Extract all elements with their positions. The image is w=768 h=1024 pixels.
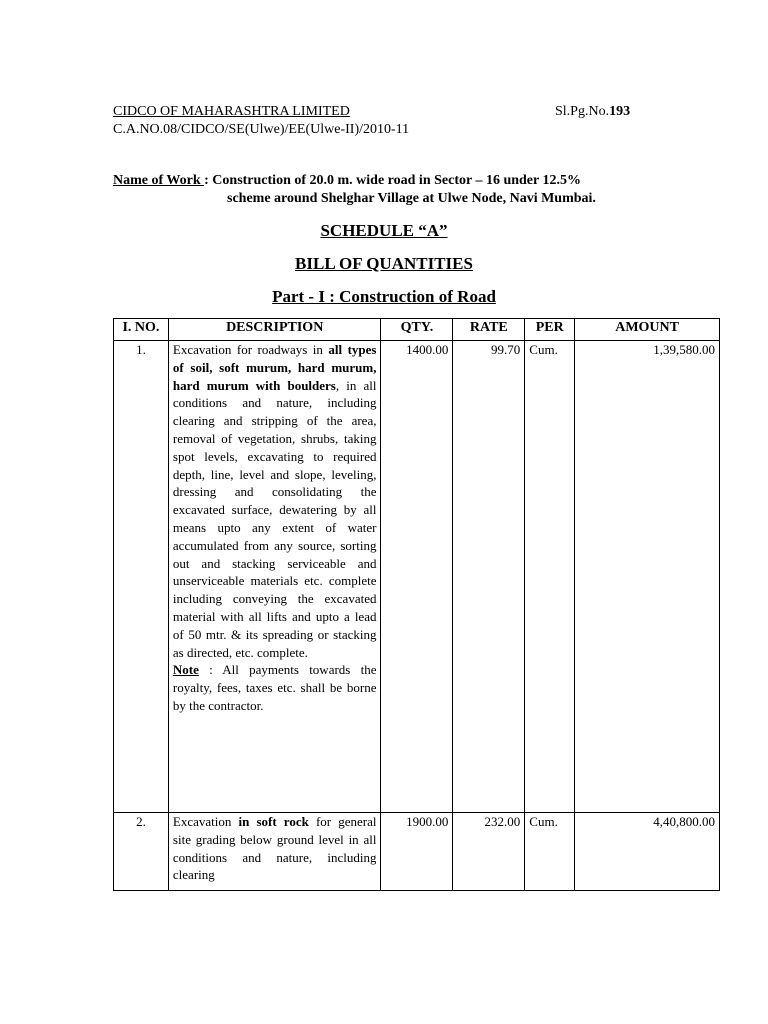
name-of-work-colon: :	[204, 173, 209, 188]
contract-number: C.A.NO.08/CIDCO/SE(Ulwe)/EE(Ulwe-II)/2010-11	[113, 122, 410, 137]
description-bold-text: in soft rock	[238, 814, 309, 829]
description-text: Excavation for roadways in	[172, 342, 329, 357]
item-description	[168, 813, 381, 891]
item-description	[168, 341, 381, 813]
note-text: : All payments towards the royalty, fees, taxes etc. shall be borne by the contractor.	[172, 662, 377, 713]
page-number	[555, 103, 630, 121]
item-number: 1.	[114, 341, 169, 813]
page-number-value: 193	[609, 104, 631, 119]
description-text: for general site grading below ground level in all conditions and nature, including clearing	[172, 814, 377, 883]
col-header-qty: QTY.	[381, 319, 453, 341]
item-amount: 1,39,580.00	[575, 341, 720, 813]
table-row	[114, 813, 720, 891]
item-rate: 232.00	[453, 813, 525, 891]
part-title: Part - I : Construction of Road	[272, 287, 496, 306]
col-header-rate: RATE	[453, 319, 525, 341]
col-header-amount: AMOUNT	[575, 319, 720, 341]
note-label: Note	[172, 662, 199, 678]
schedule-title: SCHEDULE “A”	[320, 221, 448, 240]
name-of-work	[113, 172, 581, 190]
page-number-label: Sl.Pg.No.	[555, 104, 610, 119]
item-amount: 4,40,800.00	[575, 813, 720, 891]
item-qty: 1900.00	[381, 813, 453, 891]
name-of-work-label: Name of Work	[113, 173, 205, 188]
organization-name: CIDCO OF MAHARASHTRA LIMITED	[113, 104, 350, 119]
description-text: Excavation	[172, 814, 239, 829]
bill-of-quantities-table	[113, 318, 720, 891]
item-rate: 99.70	[453, 341, 525, 813]
name-of-work-line2: scheme around Shelghar Village at Ulwe Node, Navi Mumbai.	[227, 191, 596, 206]
table-row	[114, 341, 720, 813]
col-header-description: DESCRIPTION	[168, 319, 381, 341]
item-per: Cum.	[525, 341, 575, 813]
col-header-ino: I. NO.	[114, 319, 169, 341]
name-of-work-line1: Construction of 20.0 m. wide road in Sector – 16 under 12.5%	[208, 173, 581, 188]
description-text: , in all conditions and nature, including clearing and stripping of the area, removal of vegetation, shrubs, taking spot levels, excavating to required depth, line, level and slope, leveling, dressing and consolidating the excavated surface, dewatering by all means upto any extent of water accumulated from any source, sorting out and stacking serviceable and unserviceable materials etc. complete including conveying the excavated material with all lifts and upto a lead of 50 mtr. & its spreading or stacking as directed, etc. complete.	[172, 377, 377, 660]
description-bold-text: all types of soil, soft murum, hard murum, hard murum with boulders	[172, 342, 377, 393]
item-per: Cum.	[525, 813, 575, 891]
col-header-per: PER	[525, 319, 575, 341]
item-qty: 1400.00	[381, 341, 453, 813]
boq-title: BILL OF QUANTITIES	[295, 254, 473, 273]
table-header-row	[114, 319, 720, 341]
item-number: 2.	[114, 813, 169, 891]
